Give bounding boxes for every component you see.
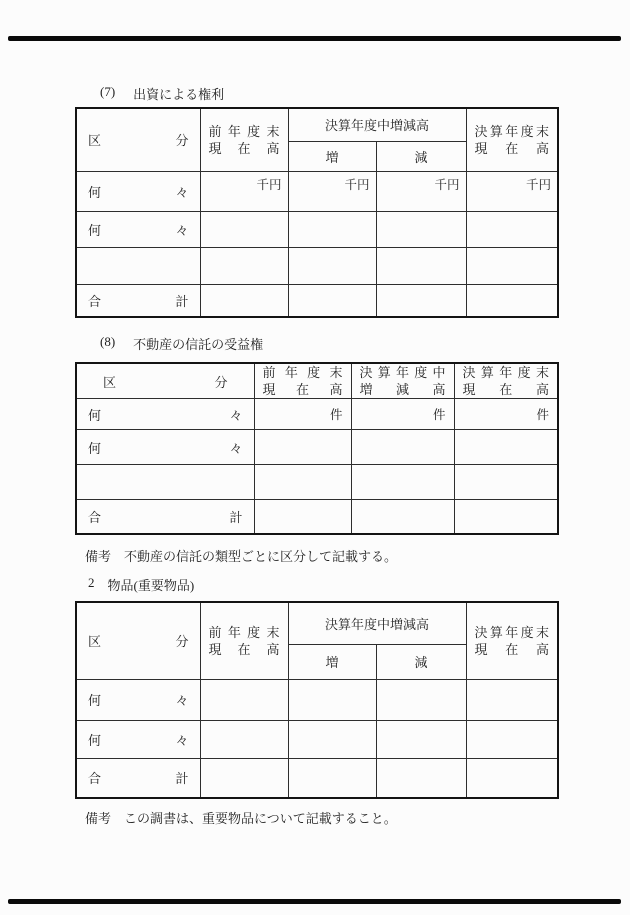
value-cell	[200, 284, 288, 317]
row-label-cell	[76, 758, 200, 798]
header-line: 決算年度末	[474, 624, 549, 640]
section-7-number: (7)	[100, 84, 116, 99]
header-line: 現在高	[474, 140, 549, 156]
header-line: 決算年度末	[462, 365, 549, 380]
header-line: 増減高	[359, 382, 446, 397]
table-row	[76, 211, 558, 247]
row-label-cell	[76, 399, 254, 430]
row-label-cell	[76, 430, 254, 465]
table-total-row	[76, 758, 558, 798]
section-7-heading	[100, 84, 224, 103]
value-cell	[200, 247, 288, 284]
value-cell	[351, 430, 454, 465]
header-line: 前年度末	[208, 624, 280, 640]
header-line: 前年度末	[262, 365, 343, 380]
row-label-cell	[76, 247, 200, 284]
note-goods: 備考 この調書は、重要物品について記載すること。	[85, 811, 397, 826]
row-label: 何々	[88, 222, 189, 238]
value-cell	[288, 758, 376, 798]
value-cell	[254, 430, 351, 465]
table-total-row	[76, 500, 558, 534]
value-cell	[351, 465, 454, 500]
header-line: 現在高	[208, 641, 280, 657]
total-label: 合計	[88, 771, 189, 787]
value-cell-unit: 千円	[288, 171, 376, 211]
value-cell	[466, 211, 558, 247]
table-row	[76, 399, 558, 430]
row-label-cell	[76, 465, 254, 500]
header-line: 決算年度中	[359, 365, 446, 380]
table-row	[76, 720, 558, 758]
header-cell-increase: 増	[288, 141, 376, 171]
table-total-row	[76, 284, 558, 317]
header-cell-fiscal-year-end	[466, 108, 558, 171]
row-label: 何々	[88, 407, 243, 423]
header-cell-increase: 増	[288, 644, 376, 679]
row-label-cell	[76, 171, 200, 211]
value-cell	[376, 247, 466, 284]
value-cell	[466, 247, 558, 284]
table-trust-beneficial-rights	[75, 362, 559, 535]
value-cell	[466, 679, 558, 720]
header-line: 現在高	[262, 382, 343, 397]
header-cell-prev-year-end	[254, 363, 351, 399]
value-cell	[200, 679, 288, 720]
row-label: 何々	[88, 184, 189, 200]
value-cell	[376, 211, 466, 247]
value-cell	[466, 720, 558, 758]
header-line: 決算年度末	[474, 123, 549, 139]
value-cell	[288, 247, 376, 284]
table-header-row	[76, 602, 558, 644]
row-label: 何々	[88, 693, 189, 708]
row-label: 何々	[88, 732, 189, 748]
header-kubun-label: 区分	[103, 374, 228, 390]
value-cell-unit: 件	[454, 399, 558, 430]
section-goods-title: 物品(重要物品)	[107, 578, 195, 593]
total-label: 合計	[88, 509, 243, 525]
value-cell	[288, 284, 376, 317]
value-cell	[200, 211, 288, 247]
value-cell	[376, 720, 466, 758]
table-investment-rights	[75, 107, 559, 318]
row-label: 何々	[88, 440, 243, 456]
value-cell-unit: 千円	[376, 171, 466, 211]
section-goods-heading	[88, 575, 194, 594]
header-kubun-label: 区分	[88, 133, 189, 149]
section-7-title: 出資による権利	[133, 87, 225, 102]
value-cell	[254, 500, 351, 534]
table-row	[76, 171, 558, 211]
value-cell	[200, 758, 288, 798]
value-cell	[376, 284, 466, 317]
value-cell-unit: 件	[254, 399, 351, 430]
value-cell	[200, 720, 288, 758]
header-cell-midyear-change-group: 決算年度中増減高	[288, 108, 466, 141]
value-cell	[466, 284, 558, 317]
row-label-cell	[76, 500, 254, 534]
table-row	[76, 247, 558, 284]
value-cell	[254, 465, 351, 500]
section-8-title: 不動産の信託の受益権	[133, 337, 264, 352]
value-cell-unit: 千円	[466, 171, 558, 211]
value-cell	[454, 430, 558, 465]
value-cell	[288, 211, 376, 247]
table-header-row	[76, 363, 558, 399]
table-header-row	[76, 108, 558, 141]
header-cell-kubun	[76, 602, 200, 679]
header-line: 前年度末	[208, 123, 280, 139]
header-cell-midyear-change	[351, 363, 454, 399]
section-8-number: (8)	[100, 334, 116, 349]
value-cell	[351, 500, 454, 534]
header-line: 現在高	[474, 641, 549, 657]
table-goods	[75, 601, 559, 799]
header-cell-decrease: 減	[376, 141, 466, 171]
header-line: 現在高	[208, 140, 280, 156]
value-cell	[454, 500, 558, 534]
row-label-cell	[76, 284, 200, 317]
value-cell	[376, 758, 466, 798]
header-cell-fiscal-year-end	[454, 363, 558, 399]
value-cell-unit: 千円	[200, 171, 288, 211]
header-cell-kubun	[76, 363, 254, 399]
total-label: 合計	[88, 293, 189, 309]
value-cell	[376, 679, 466, 720]
header-cell-prev-year-end	[200, 602, 288, 679]
header-cell-kubun	[76, 108, 200, 171]
value-cell	[466, 758, 558, 798]
section-8-heading	[100, 334, 263, 353]
header-cell-decrease: 減	[376, 644, 466, 679]
table-row	[76, 465, 558, 500]
table-row	[76, 679, 558, 720]
header-kubun-label: 区分	[88, 634, 189, 650]
row-label-cell	[76, 679, 200, 720]
row-label-cell	[76, 211, 200, 247]
table-row	[76, 430, 558, 465]
note-trust: 備考 不動産の信託の類型ごとに区分して記載する。	[85, 549, 398, 564]
value-cell-unit: 件	[351, 399, 454, 430]
header-cell-fiscal-year-end	[466, 602, 558, 679]
header-cell-prev-year-end	[200, 108, 288, 171]
header-cell-midyear-change-group: 決算年度中増減高	[288, 602, 466, 644]
value-cell	[288, 679, 376, 720]
value-cell	[288, 720, 376, 758]
scan-artifact-bar-top	[8, 36, 621, 41]
value-cell	[454, 465, 558, 500]
header-line: 現在高	[462, 382, 549, 397]
section-goods-number: 2	[88, 575, 95, 590]
row-label-cell	[76, 720, 200, 758]
scan-artifact-bar-bottom	[8, 899, 621, 904]
